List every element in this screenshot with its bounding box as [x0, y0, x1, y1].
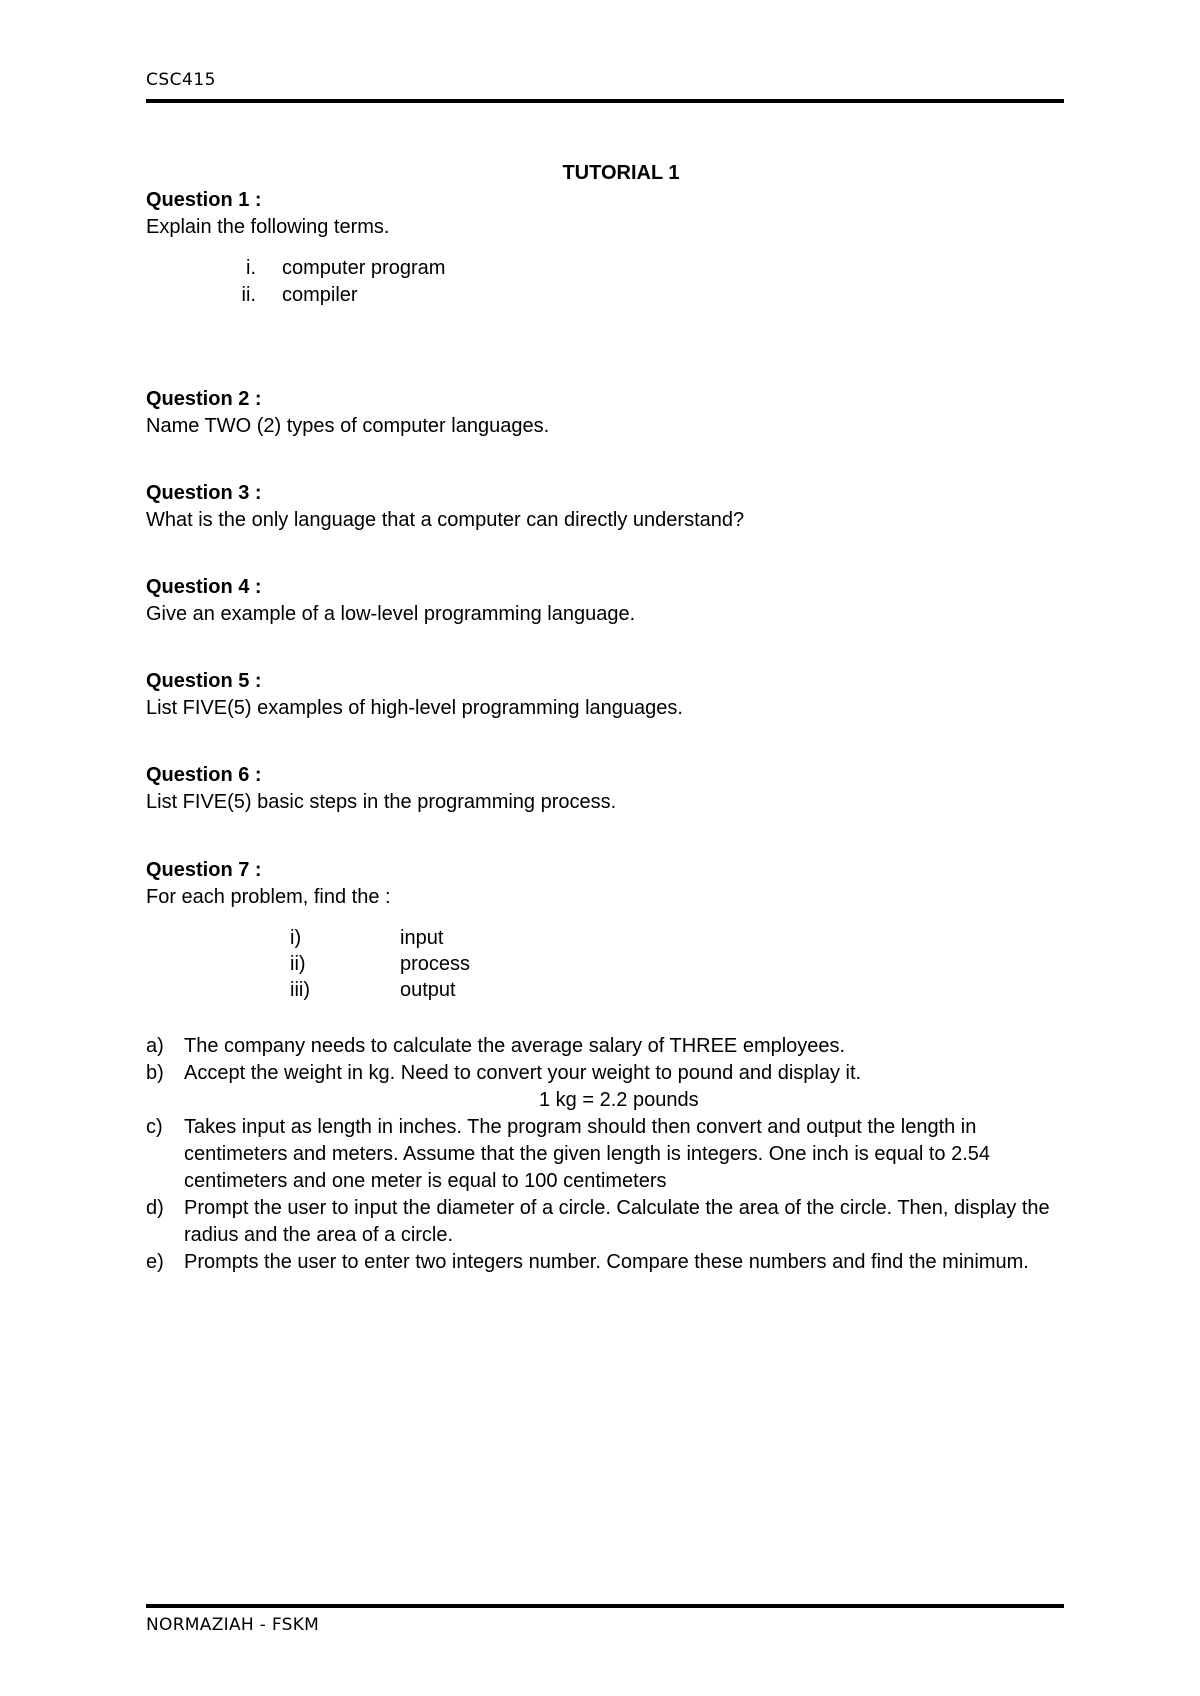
page-title: TUTORIAL 1	[562, 162, 680, 184]
question-label: Question 7 :	[146, 859, 262, 881]
list-item	[146, 1114, 1066, 1195]
list-item-text: output	[400, 979, 456, 1001]
formula-line	[146, 1087, 1066, 1114]
footer-divider	[146, 1604, 1064, 1608]
question-label: Question 1 :	[146, 189, 262, 211]
list-item-text: process	[400, 953, 471, 975]
list-item-number: e)	[146, 1251, 164, 1273]
list-item-text: computer program	[282, 257, 446, 279]
list-item	[146, 1060, 1066, 1087]
footer-author: NORMAZIAH - FSKM	[146, 1615, 320, 1635]
list-item-text: input	[400, 927, 444, 949]
list-item-number: i.	[246, 257, 256, 279]
question-6	[146, 762, 1066, 816]
question-3	[146, 480, 1066, 534]
question-text: Give an example of a low-level programming language.	[146, 603, 636, 625]
list-item-number: i)	[290, 927, 302, 949]
list-item	[146, 925, 1066, 951]
question-text: For each problem, find the :	[146, 886, 391, 908]
term-list	[146, 255, 1066, 309]
list-item	[146, 282, 1066, 309]
question-1	[146, 187, 1066, 309]
list-item-text: Prompt the user to input the diameter of a circle. Calculate the area of the circle. Then, display the radius and the area of a circle.	[184, 1197, 1050, 1246]
conversion-formula: 1 kg = 2.2 pounds	[539, 1089, 699, 1111]
list-item	[146, 977, 1066, 1003]
question-text: List FIVE(5) examples of high-level programming languages.	[146, 697, 683, 719]
list-item	[146, 255, 1066, 282]
question-text: What is the only language that a computer can directly understand?	[146, 509, 745, 531]
question-label: Question 3 :	[146, 482, 262, 504]
list-item-number: b)	[146, 1062, 164, 1084]
list-item-number: ii)	[290, 953, 306, 975]
question-text: Name TWO (2) types of computer languages.	[146, 415, 550, 437]
list-item-text: Prompts the user to enter two integers number. Compare these numbers and find the minimum.	[184, 1251, 1029, 1273]
question-label: Question 4 :	[146, 576, 262, 598]
question-label: Question 2 :	[146, 388, 262, 410]
list-item-number: ii.	[241, 284, 256, 306]
list-item	[146, 1195, 1066, 1249]
question-label: Question 5 :	[146, 670, 262, 692]
list-item-text: The company needs to calculate the average salary of THREE employees.	[184, 1035, 846, 1057]
list-item	[146, 1249, 1066, 1276]
problem-list	[146, 1033, 1066, 1276]
list-item-number: iii)	[290, 979, 310, 1001]
question-label: Question 6 :	[146, 764, 262, 786]
header-divider	[146, 99, 1064, 103]
list-item-number: a)	[146, 1035, 164, 1057]
ipo-list	[146, 925, 1066, 1003]
question-5	[146, 668, 1066, 722]
header-course-code: CSC415	[146, 70, 216, 90]
question-text: Explain the following terms.	[146, 216, 390, 238]
question-2	[146, 386, 1066, 440]
tutorial-content	[146, 160, 1066, 1276]
list-item-number: d)	[146, 1197, 164, 1219]
question-4	[146, 574, 1066, 628]
list-item-text: Takes input as length in inches. The program should then convert and output the length in centimeters and meters. Assume that the given length is integers. One inch is equal to 2.54 centimeters and one meter is equal to 100 centimeters	[184, 1116, 991, 1192]
question-7	[146, 857, 1066, 1276]
list-item	[146, 951, 1066, 977]
question-text: List FIVE(5) basic steps in the programming process.	[146, 791, 617, 813]
list-item	[146, 1033, 1066, 1060]
list-item-text: Accept the weight in kg. Need to convert your weight to pound and display it.	[184, 1062, 862, 1084]
list-item-number: c)	[146, 1116, 163, 1138]
list-item-text: compiler	[282, 284, 358, 306]
